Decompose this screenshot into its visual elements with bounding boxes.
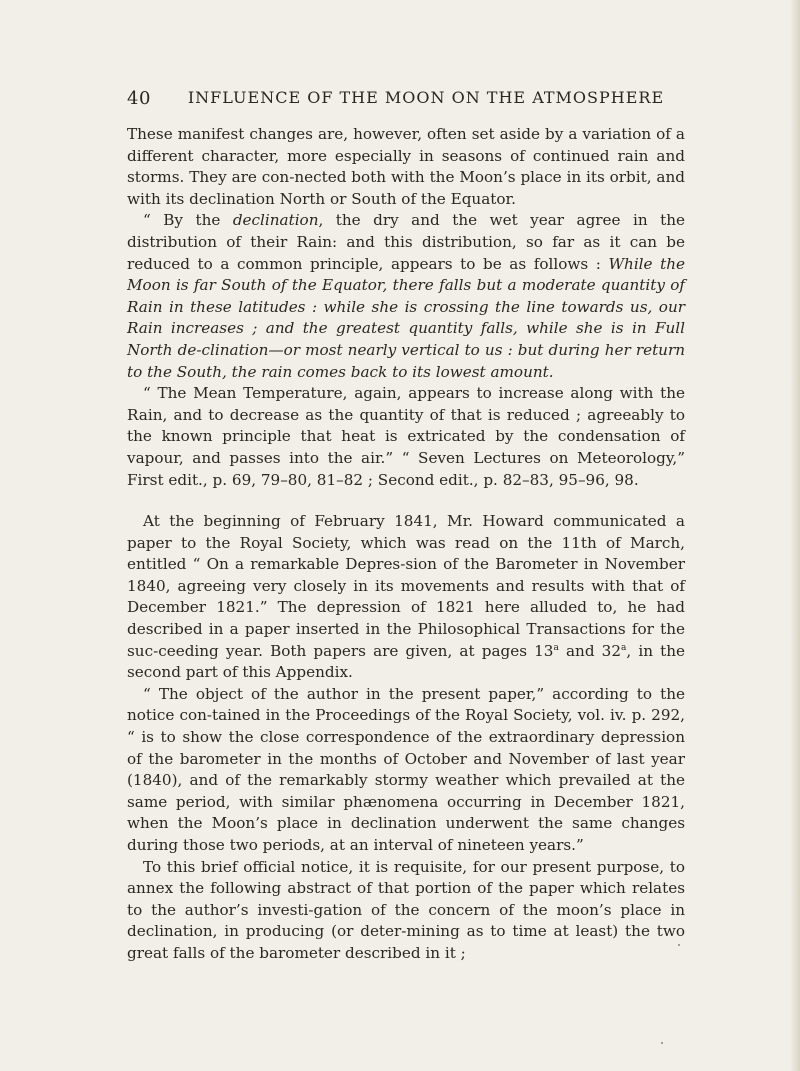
page-number: 40 [127, 88, 151, 109]
paragraph-3: “ The Mean Temperature, again, appears to increase along with the Rain, and to decrease as the quantity of that is reduced ; agreeably to the known principle that heat is extricated by the condensation of vapour, and passes into the air.” “ Seven Lectures on Meteorology,” First edit., p. 69, 79–80, 81–82 ; Second edit., p. 82–83, 95–96, 98. [127, 384, 685, 489]
paragraph-6: To this brief official notice, it is requisite, for our present purpose, to annex the following abstract of that portion of the paper which relates to the author’s investi-gation of the concern of the moon’s place in declination, in producing (or deter-mining as to time at least) the two great falls of the barometer described in it ; [127, 857, 685, 962]
p2-lead: “ By the [143, 211, 233, 230]
speck [678, 944, 680, 946]
p4-sup-1: a [553, 642, 559, 653]
p2-italic-principle: While the Moon is far South of the Equator, there falls but a moderate quantity of Rain in these latitudes : while she is crossing the line towards us, our Rain increases ; and the greatest quantity falls, while she is in Full North de-clination—or most nearly vertical to us : but during her return to the South, the rain comes back to its lowest amount. [127, 254, 685, 381]
body-text [127, 124, 685, 965]
p4-sup-2: a [621, 642, 627, 653]
p4-text-b: and 32 [558, 641, 621, 660]
speck [661, 1042, 663, 1044]
paragraph-4 [127, 511, 685, 684]
p2-declination: declination [232, 211, 319, 230]
page-header [127, 88, 685, 114]
paragraph-2 [127, 210, 685, 383]
p4-text-c: , in the second part of this Appendix. [127, 641, 685, 682]
paragraph-5: “ The object of the author in the present paper,” according to the notice con-tained in the Proceedings of the Royal Society, vol. iv. p. 292, “ is to show the close correspondence of the extraordinary depression of the barometer in the months of October and November of last year (1840), and of the remarkably stormy weather which prevailed at the same period, with similar phænomena occurring in December 1821, when the Moon’s place in declination underwent the same changes during those two periods, at an interval of nineteen years.” [127, 684, 685, 854]
page-edge-shadow [790, 0, 800, 1071]
paragraph-1: These manifest changes are, however, often set aside by a variation of a different character, more especially in seasons of continued rain and storms. They are con-nected both with the Moon’s place in its orbit, and with its declination North or South of the Equator. [127, 125, 685, 208]
p2-middle: , the dry and the wet year agree in the distribution of their Rain: and this distribution, so far as it can be reduced to a common principle, appears to be as follows : [127, 211, 685, 273]
running-title: INFLUENCE OF THE MOON ON THE ATMOSPHERE [187, 88, 665, 107]
p4-text-a: At the beginning of February 1841, Mr. Howard communicated a paper to the Royal Society, which was read on the 11th of March, entitled “ On a remarkable Depres-sion of the Barometer in November 1840, agreeing very closely in its movements and results with that of December 1821.” The depression of 1821 here alluded to, he had described in a paper inserted in the Philosophical Transactions for the suc-ceeding year. Both papers are given, at pages 13 [127, 512, 685, 660]
